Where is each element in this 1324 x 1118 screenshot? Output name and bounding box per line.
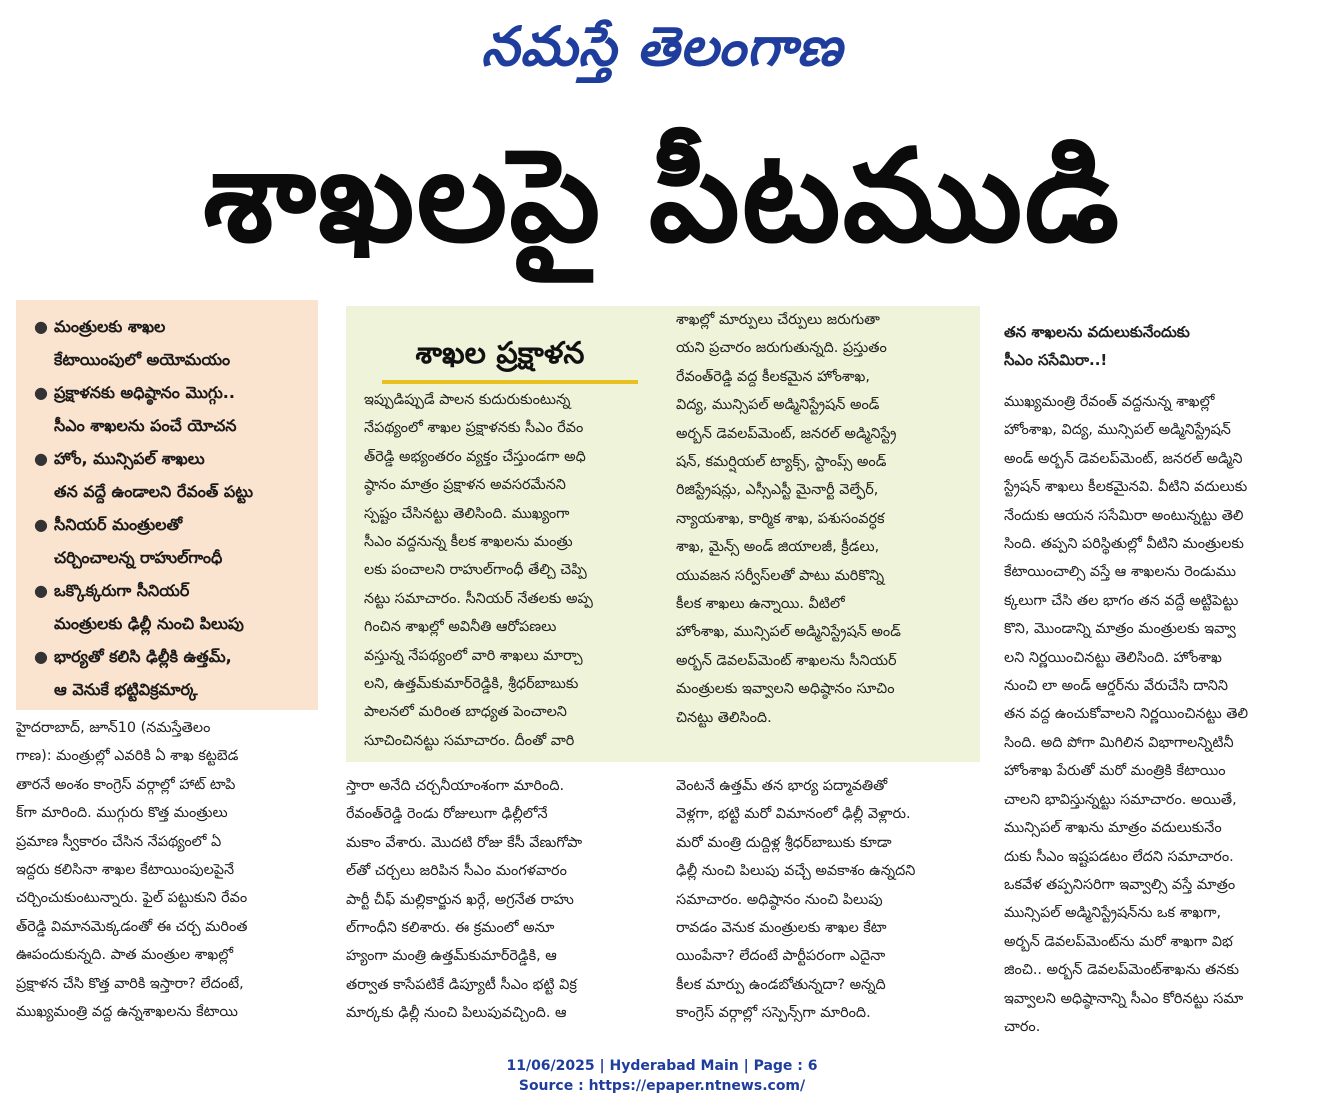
text-line: లని నిర్ణయించినట్టు తెలిసింది. హోంశాఖ: [1004, 649, 1222, 666]
highlight-line: ఆ వెనుకే భట్టివిక్రమార్క: [54, 680, 198, 699]
text-line: సూచించినట్టు సమాచారం. దీంతో వారి: [364, 732, 575, 749]
explainer-column-left: [364, 386, 660, 755]
bullet-icon: ●: [34, 515, 48, 534]
text-line: ఊపందుకున్నది. పాత మంత్రుల శాఖల్లో: [16, 947, 234, 964]
text-line: ప్రమాణ స్వీకారం చేసిన నేపథ్యంలో ఏ: [16, 833, 222, 850]
text-line: కీలక మార్పు ఉండబోతున్నదా? అన్నది: [676, 976, 886, 993]
text-line: హైదరాబాద్, జూన్10 (నమస్తేతెలం: [16, 720, 211, 736]
text-line: తర్వాత కాసేపటికే డిప్యూటీ సీఎం భట్టి విక్ర: [346, 976, 577, 993]
text-line: రిజిస్ట్రేషన్లు, ఎస్సీఎస్టీ మైనార్టీ వెల్ఫేర్,: [676, 482, 879, 499]
source-link[interactable]: Source : https://epaper.ntnews.com/: [518, 1078, 806, 1094]
highlight-line: ఒక్కొక్కరుగా సీనియర్: [54, 581, 190, 600]
text-line: తన వద్ద ఉంచుకోవాలని నిర్ణయించినట్టు తెలి: [1004, 706, 1249, 723]
highlight-item: [32, 442, 310, 508]
text-line: వెళ్లగా, భట్టి మరో విమానంలో ఢిల్లీ వెళ్లారు.: [676, 806, 911, 823]
article-column-4: [1004, 318, 1310, 1041]
text-line: క్‌గా మారింది. ముగ్గురు కొత్త మంత్రులు: [16, 805, 228, 822]
text-line: ముఖ్యమంత్రి రేవంత్ వద్దనున్న శాఖల్లో: [1004, 394, 1215, 410]
text-line: ఒకవేళ తప్పనిసరిగా ఇవ్వాల్సి వస్తే మాత్రం: [1004, 876, 1236, 893]
text-line: సింది. తప్పని పరిస్థితుల్లో వీటిని మంత్రులకు: [1004, 536, 1244, 553]
text-line: కీలక శాఖలు ఉన్నాయి. వీటిలో: [676, 596, 845, 613]
text-line: తారనే అంశం కాంగ్రెస్ వర్గాల్లో హాట్ టాపి: [16, 776, 236, 793]
highlight-line: తన వద్దే ఉండాలని రేవంత్ పట్టు: [54, 482, 254, 501]
highlights-box: [16, 300, 318, 710]
text-line: శాఖ, మైన్స్ అండ్ జియాలజీ, క్రీడలు,: [676, 539, 880, 556]
highlight-line: కేటాయింపులో అయోమయం: [54, 350, 231, 369]
text-line: మకాం వేశారు. మొదటి రోజు కేసీ వేణుగోపా: [346, 834, 583, 851]
text-line: గించిన శాఖల్లో అవినీతి ఆరోపణలు: [364, 619, 557, 636]
text-line: ల్‌తో చర్చలు జరిపిన సీఎం మంగళవారం: [346, 863, 567, 880]
text-line: ముఖ్యమంత్రి వద్ద ఉన్నశాఖలను కేటాయి: [16, 1004, 238, 1021]
text-line: యువజన సర్వీస్‌లతో పాటు మరికొన్ని: [676, 567, 885, 584]
text-line: రేవంత్‌రెడ్డి రెండు రోజులుగా ఢిల్లీలోనే: [346, 806, 548, 823]
text-line: ప్రక్షాళన చేసి కొత్త వారికి ఇస్తారా? లేదంటే,: [16, 975, 244, 992]
text-line: లని, ఉత్తమ్‌కుమార్‌రెడ్డికి, శ్రీధర్‌బాబుకు: [364, 676, 579, 693]
text-line: స్పష్టం చేసినట్టు తెలిసింది. ముఖ్యంగా: [364, 505, 570, 522]
explainer-box: [346, 306, 980, 762]
text-line: ల్‌గాంధీని కలిశారు. ఈ క్రమంలో అనూ: [346, 920, 555, 937]
text-line: హ్యంగా మంత్రి ఉత్తమ్‌కుమార్‌రెడ్డికి, ఆ: [346, 948, 557, 965]
explainer-title: శాఖల ప్రక్షాళన: [415, 336, 585, 371]
text-line: కేటాయించాల్సి వస్తే ఆ శాఖలను రెండుము: [1004, 564, 1236, 581]
bullet-icon: ●: [34, 383, 48, 402]
article-column-1: [16, 714, 322, 1026]
text-line: యని ప్రచారం జరుగుతున్నది. ప్రస్తుతం: [676, 340, 887, 357]
bullet-icon: ●: [34, 581, 48, 600]
text-line: సమాచారం. అధిష్ఠానం నుంచి పిలుపు: [676, 891, 883, 908]
text-line: అండ్ అర్బన్ డెవలప్‌మెంట్, జనరల్ అడ్మిని: [1004, 450, 1243, 467]
bullet-icon: ●: [34, 449, 48, 468]
text-line: ఇప్పుడిప్పుడే పాలన కుదురుకుంటున్న: [364, 392, 571, 408]
highlight-item: [32, 310, 310, 376]
text-line: అర్బన్ డెవలప్‌మెంట్‌ను మరో శాఖగా విభ: [1004, 933, 1233, 950]
explainer-column-right: [676, 306, 972, 732]
article-column-3: [676, 772, 982, 1028]
text-line: హోంశాఖ, విద్య, మున్సిపల్ అడ్మినిస్ట్రేషన్: [1004, 422, 1231, 439]
text-line: ఇద్దరు కలిసినా శాఖల కేటాయింపులపైనే: [16, 862, 235, 879]
highlight-line: ప్రక్షాళనకు అధిష్ఠానం మొగ్గు..: [54, 383, 235, 402]
text-line: స్ట్రేషన్ శాఖలు కీలకమైనవి. వీటిని వదులుకు: [1004, 479, 1248, 496]
text-line: హోంశాఖ, మున్సిపల్ అడ్మినిస్ట్రేషన్ అండ్: [676, 624, 901, 641]
text-line: వెంటనే ఉత్తమ్ తన భార్య పద్మావతితో: [676, 778, 888, 794]
text-line: మున్సిపల్ శాఖను మాత్రం వదులుకునేం: [1004, 820, 1222, 837]
text-line: నట్టు సమాచారం. సీనియర్ నేతలకు అప్ప: [364, 590, 593, 607]
highlight-item: [32, 640, 310, 706]
text-line: పాలనలో మరింత బాధ్యత పెంచాలని: [364, 704, 567, 721]
highlight-line: హోం, మున్సిపల్ శాఖలు: [54, 449, 205, 468]
text-line: విద్య, మున్సిపల్ అడ్మినిస్ట్రేషన్ అండ్: [676, 397, 880, 414]
text-line: నుంచి లా అండ్ ఆర్డర్‌ను వేరుచేసి దానిని: [1004, 678, 1228, 695]
text-line: హోంశాఖ పేరుతో మరో మంత్రికి కేటాయిం: [1004, 763, 1226, 780]
text-line: రావడం వెనుక మంత్రులకు శాఖల కేటా: [676, 920, 887, 937]
text-line: దుకు సీఎం ఇష్టపడటం లేదని సమాచారం.: [1004, 848, 1234, 865]
text-line: కాంగ్రెస్ వర్గాల్లో సస్పెన్స్‌గా మారింది.: [676, 1005, 871, 1022]
text-line: షన్, కమర్షియల్ ట్యాక్స్, స్టాంప్స్ అండ్: [676, 454, 887, 471]
text-line: మున్సిపల్ అడ్మినిస్ట్రేషన్‌ను ఒక శాఖగా,: [1004, 905, 1222, 922]
text-line: ఇవ్వాలని అధిష్ఠానాన్ని సీఎం కోరినట్టు సమా: [1004, 990, 1244, 1007]
highlight-line: సీఎం శాఖలను పంచే యోచన: [54, 416, 237, 435]
text-line: ఢిల్లీ నుంచి పిలుపు వచ్చే అవకాశం ఉన్నదని: [676, 863, 916, 880]
text-line: అర్బన్ డెవలప్‌మెంట్ శాఖలను సీనియర్: [676, 652, 897, 669]
text-line: నేందుకు ఆయన ససేమిరా అంటున్నట్టు తెలి: [1004, 507, 1244, 524]
text-line: పార్టీ చీఫ్ మల్లికార్జున ఖర్గే, అగ్రనేత రాహు: [346, 891, 574, 908]
article-column-2: [346, 772, 652, 1028]
highlight-line: భార్యతో కలిసి ఢిల్లీకి ఉత్తమ్,: [54, 647, 232, 666]
text-line: శాఖల్లో మార్పులు చేర్పులు జరుగుతా: [676, 312, 880, 328]
text-line: మంత్రులకు ఇవ్వాలని అధిష్ఠానం సూచిం: [676, 681, 895, 698]
title-underline: [382, 380, 638, 384]
text-line: కొని, మొండాన్ని మాత్రం మంత్రులకు ఇవ్వా: [1004, 621, 1236, 638]
text-line: జించి.. అర్బన్ డెవలప్‌మెంట్‌శాఖను తనకు: [1004, 962, 1239, 979]
bullet-icon: ●: [34, 647, 48, 666]
subheading: సీఎం ససేమిరా..!: [1004, 351, 1108, 369]
text-line: లకు పంచాలని రాహుల్‌గాంధీ తేల్చి చెప్పి: [364, 562, 587, 579]
text-line: మరో మంత్రి దుద్దిళ్ల శ్రీధర్‌బాబుకు కూడా: [676, 834, 892, 851]
text-line: త్‌రెడ్డి విమానమెక్కడంతో ఈ చర్చ మరింత: [16, 918, 248, 935]
page-footer: [0, 1056, 1324, 1096]
text-line: చాలని భావిస్తున్నట్టు సమాచారం. అయితే,: [1004, 791, 1237, 808]
headline: శాఖలపై పీటముడి: [202, 122, 1122, 271]
text-line: త్‌రెడ్డి అభ్యంతరం వ్యక్తం చేస్తుండగా అధి: [364, 448, 586, 465]
text-line: మార్కకు ఢిల్లీ నుంచి పిలుపువచ్చింది. ఆ: [346, 1005, 567, 1022]
highlight-line: సీనియర్ మంత్రులతో: [54, 515, 183, 534]
text-line: సింది. అది పోగా మిగిలిన విభాగాలన్నిటినీ: [1004, 734, 1234, 751]
highlight-item: [32, 376, 310, 442]
edition-info: 11/06/2025 | Hyderabad Main | Page : 6: [506, 1058, 818, 1074]
text-line: యింపేనా? లేదంటే పార్టీపరంగా ఎదైనా: [676, 948, 886, 965]
text-line: సీఎం వద్దనున్న కీలక శాఖలను మంత్రు: [364, 534, 573, 551]
highlight-line: మంత్రులకు ఢిల్లీ నుంచి పిలుపు: [54, 614, 244, 633]
text-line: చారం.: [1004, 1018, 1041, 1035]
text-line: నేపథ్యంలో శాఖల ప్రక్షాళనకు సీఎం రేవం: [364, 420, 584, 437]
text-line: క్కలుగా చేసి తల భాగం తన వద్దే అట్టిపెట్టు: [1004, 592, 1239, 609]
subheading: తన శాఖలను వదులుకునేందుకు: [1004, 323, 1190, 341]
newspaper-masthead: నమస్తే తెలంగాణ: [481, 14, 843, 78]
text-line: అర్బన్ డెవలప్‌మెంట్, జనరల్ అడ్మినిస్ట్రే: [676, 425, 897, 442]
highlight-line: మంత్రులకు శాఖల: [54, 317, 166, 336]
highlight-item: [32, 508, 310, 574]
text-line: గాణ): మంత్రుల్లో ఎవరికి ఏ శాఖ కట్టబెడ: [16, 748, 239, 765]
text-line: స్తారా అనేది చర్చనీయాంశంగా మారింది.: [346, 778, 565, 794]
highlight-item: [32, 574, 310, 640]
text-line: వస్తున్న నేపథ్యంలో వారి శాఖలు మార్చా: [364, 647, 583, 664]
text-line: న్యాయశాఖ, కార్మిక శాఖ, పశుసంవర్ధక: [676, 510, 885, 527]
bullet-icon: ●: [34, 317, 48, 336]
text-line: చినట్టు తెలిసింది.: [676, 709, 772, 726]
text-line: చర్చించుకుంటున్నారు. ఫైల్ పట్టుకుని రేవం: [16, 890, 248, 907]
text-line: రేవంత్‌రెడ్డి వద్ద కీలకమైన హోంశాఖ,: [676, 368, 870, 385]
highlight-line: చర్చించాలన్న రాహుల్‌గాంధీ: [54, 548, 223, 567]
text-line: ష్ఠానం మాత్రం ప్రక్షాళన అవసరమేనని: [364, 477, 566, 494]
